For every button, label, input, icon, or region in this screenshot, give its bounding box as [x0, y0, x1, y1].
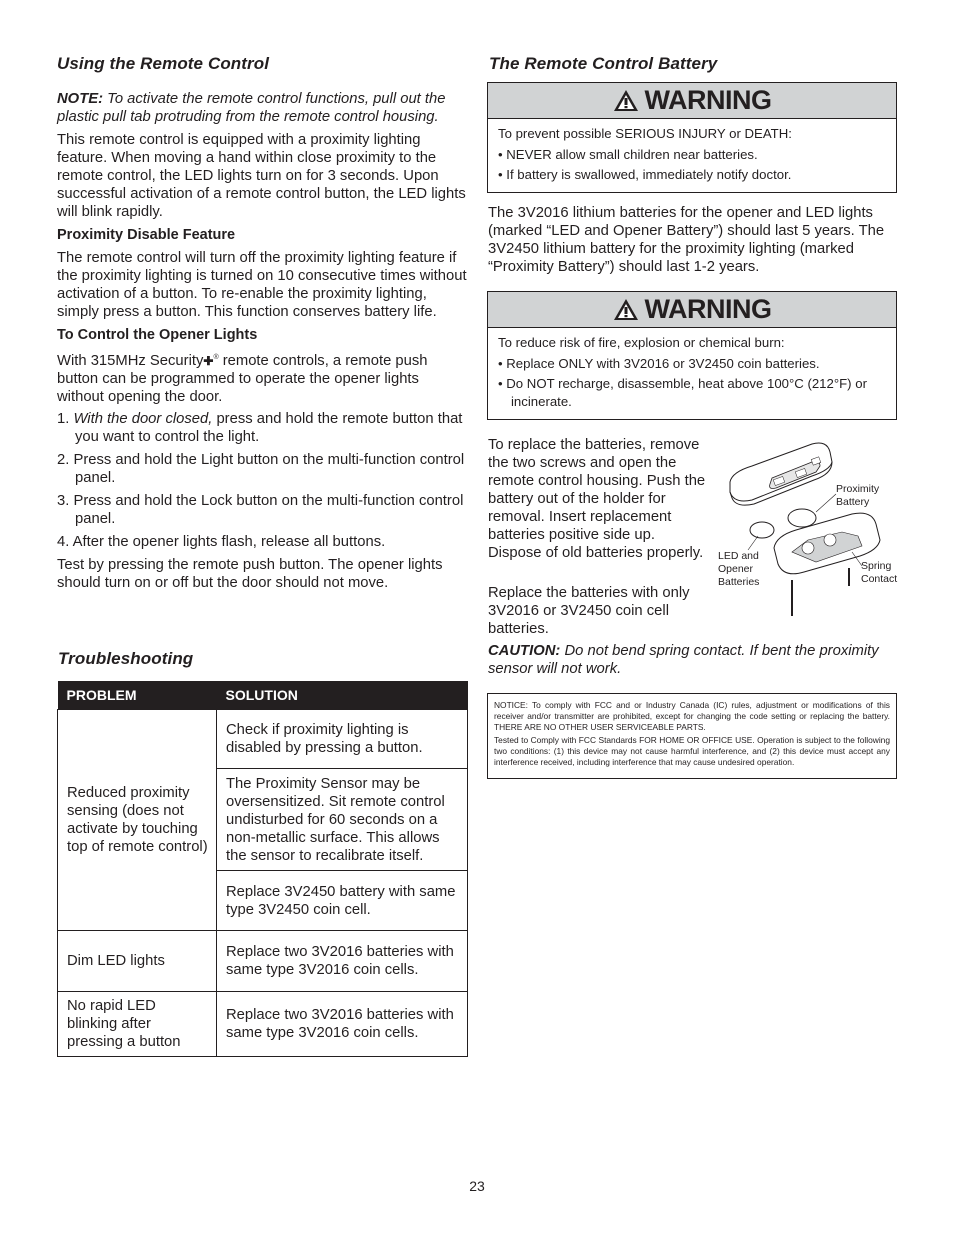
replace-batteries-paragraph: To replace the batteries, remove the two screws and open the remote control housing. Push the battery out of the holder for removal. Insert replacement batteries positive side up. Dispose of old batteries properly.: [488, 437, 706, 561]
step-item: 2. Press and hold the Light button on the multi-function control panel.: [57, 451, 465, 486]
warning-intro: To reduce risk of fire, explosion or chemical burn:: [498, 335, 785, 350]
security-text-b: remote controls, a remote push button can be programmed to operate the opener lights without opening the door.: [57, 352, 428, 405]
page-number: 23: [469, 1178, 485, 1194]
screw-icons: [792, 568, 849, 616]
problem-cell: Reduced proximity sensing (does not activate by touching top of remote control): [58, 710, 217, 931]
label-proximity-battery: Proximity Battery: [836, 483, 880, 508]
header-solution: SOLUTION: [217, 681, 468, 710]
registered-mark: ®: [213, 354, 219, 361]
replace-only-paragraph: Replace the batteries with only 3V2016 or 3V2450 coin cell batteries.: [488, 585, 690, 637]
warning-body: [488, 119, 896, 192]
proximity-disable-paragraph: The remote control will turn off the proximity lighting feature if the proximity lighting is turned on 10 consecutive times without activation of a button. To re-enable the proximity lighting, simply press a button. This function conserves battery life.: [57, 250, 467, 320]
troubleshooting-table: [57, 681, 468, 1057]
security-text-a: With 315MHz Security: [57, 352, 204, 369]
note-label: NOTE:: [57, 91, 104, 107]
table-row: [58, 710, 468, 769]
warning-header: [488, 83, 896, 119]
test-paragraph: Test by pressing the remote push button. The opener lights should turn on or off but the door should not move.: [57, 556, 443, 591]
note-text: To activate the remote control functions, pull out the plastic pull tab protruding from the remote control housing.: [57, 91, 446, 125]
warning-bullet: • Replace ONLY with 3V2016 or 3V2450 coin batteries.: [498, 356, 820, 371]
warning-bullet: • If battery is swallowed, immediately notify doctor.: [498, 167, 792, 182]
heading-remote-battery: The Remote Control Battery: [489, 54, 718, 73]
solution-cell: The Proximity Sensor may be oversensitized. Sit remote control undisturbed for 60 seconds on a non-metallic surface. This allows the sensor to recalibrate itself.: [217, 769, 468, 871]
warning-body: [488, 328, 896, 419]
step-item: 4. After the opener lights flash, release all buttons.: [57, 533, 386, 550]
left-column: [57, 50, 467, 668]
warning-box-fire: [487, 291, 897, 420]
solution-cell: Replace 3V2450 battery with same type 3V2450 coin cell.: [217, 871, 468, 931]
caution-paragraph: [488, 642, 888, 678]
solution-cell: Check if proximity lighting is disabled by pressing a button.: [217, 710, 468, 769]
warning-triangle-icon: [613, 298, 639, 321]
table-header-row: [58, 681, 468, 710]
label-led-opener-batteries: LED and Opener Batteries: [718, 550, 760, 588]
note-paragraph: [57, 90, 467, 126]
solution-cell: Replace two 3V2016 batteries with same type 3V2016 coin cells.: [217, 992, 468, 1057]
battery-life-paragraph: The 3V2016 lithium batteries for the opener and LED lights (marked “LED and Opener Battery”) should last 5 years. The 3V2450 lithium battery for the proximity lighting (marked “Proximity Battery”) should last 1-2 years.: [488, 205, 885, 275]
problem-cell: No rapid LED blinking after pressing a button: [58, 992, 217, 1057]
warning-intro: To prevent possible SERIOUS INJURY or DEATH:: [498, 126, 792, 141]
warning-bullet: • NEVER allow small children near batteries.: [498, 147, 758, 162]
fcc-notice-box: [487, 693, 897, 779]
caution-text: Do not bend spring contact. If bent the proximity sensor will not work.: [488, 643, 879, 677]
warning-bullet: • Do NOT recharge, disassemble, heat above 100°C (212°F) or incinerate.: [498, 376, 867, 409]
subheading-proximity-disable: Proximity Disable Feature: [57, 227, 236, 243]
heading-troubleshooting: Troubleshooting: [58, 649, 194, 668]
security-plus-icon: ✚: [203, 353, 214, 368]
steps-list: [57, 410, 467, 551]
problem-cell: Dim LED lights: [58, 931, 217, 992]
warning-title: WARNING: [644, 85, 772, 115]
table-row: [58, 992, 468, 1057]
step-item: 1. With the door closed, press and hold the remote button that you want to control the light.: [57, 410, 463, 445]
table-row: [58, 931, 468, 992]
solution-cell: Replace two 3V2016 batteries with same type 3V2016 coin cells.: [217, 931, 468, 992]
heading-using-remote: Using the Remote Control: [57, 54, 270, 73]
caution-label: CAUTION:: [488, 643, 561, 659]
proximity-intro-paragraph: This remote control is equipped with a proximity lighting feature. When moving a hand within close proximity to the remote control, the LED lights turn on for 3 seconds. Upon successful activation of a remote control button, the LED lights will blink rapidly.: [57, 132, 466, 220]
remote-top-housing: [730, 443, 832, 505]
notice-paragraph: NOTICE: To comply with FCC and or Industry Canada (IC) rules, adjustment or modifications of this receiver and/or transmitter are prohibited, except for changing the code setting or replacing the battery. THERE ARE NO OTHER USER SERVICEABLE PARTS.: [494, 700, 890, 732]
step-item: 3. Press and hold the Lock button on the multi-function control panel.: [57, 492, 464, 527]
remote-battery-diagram: [712, 440, 902, 620]
warning-box-injury: [487, 82, 897, 193]
warning-triangle-icon: [613, 89, 639, 112]
header-problem: PROBLEM: [58, 681, 217, 710]
label-spring-contact: Spring Contact: [861, 560, 898, 585]
subheading-control-lights: To Control the Opener Lights: [57, 327, 258, 343]
notice-paragraph: Tested to Comply with FCC Standards FOR HOME OR OFFICE USE. Operation is subject to the following two conditions: (1) this device may not cause harmful interference, and (2) this device must accept any interference received, including interference that may cause undesired operation.: [494, 735, 890, 767]
security-paragraph: [57, 349, 467, 406]
warning-title: WARNING: [644, 294, 772, 324]
warning-header: [488, 292, 896, 328]
